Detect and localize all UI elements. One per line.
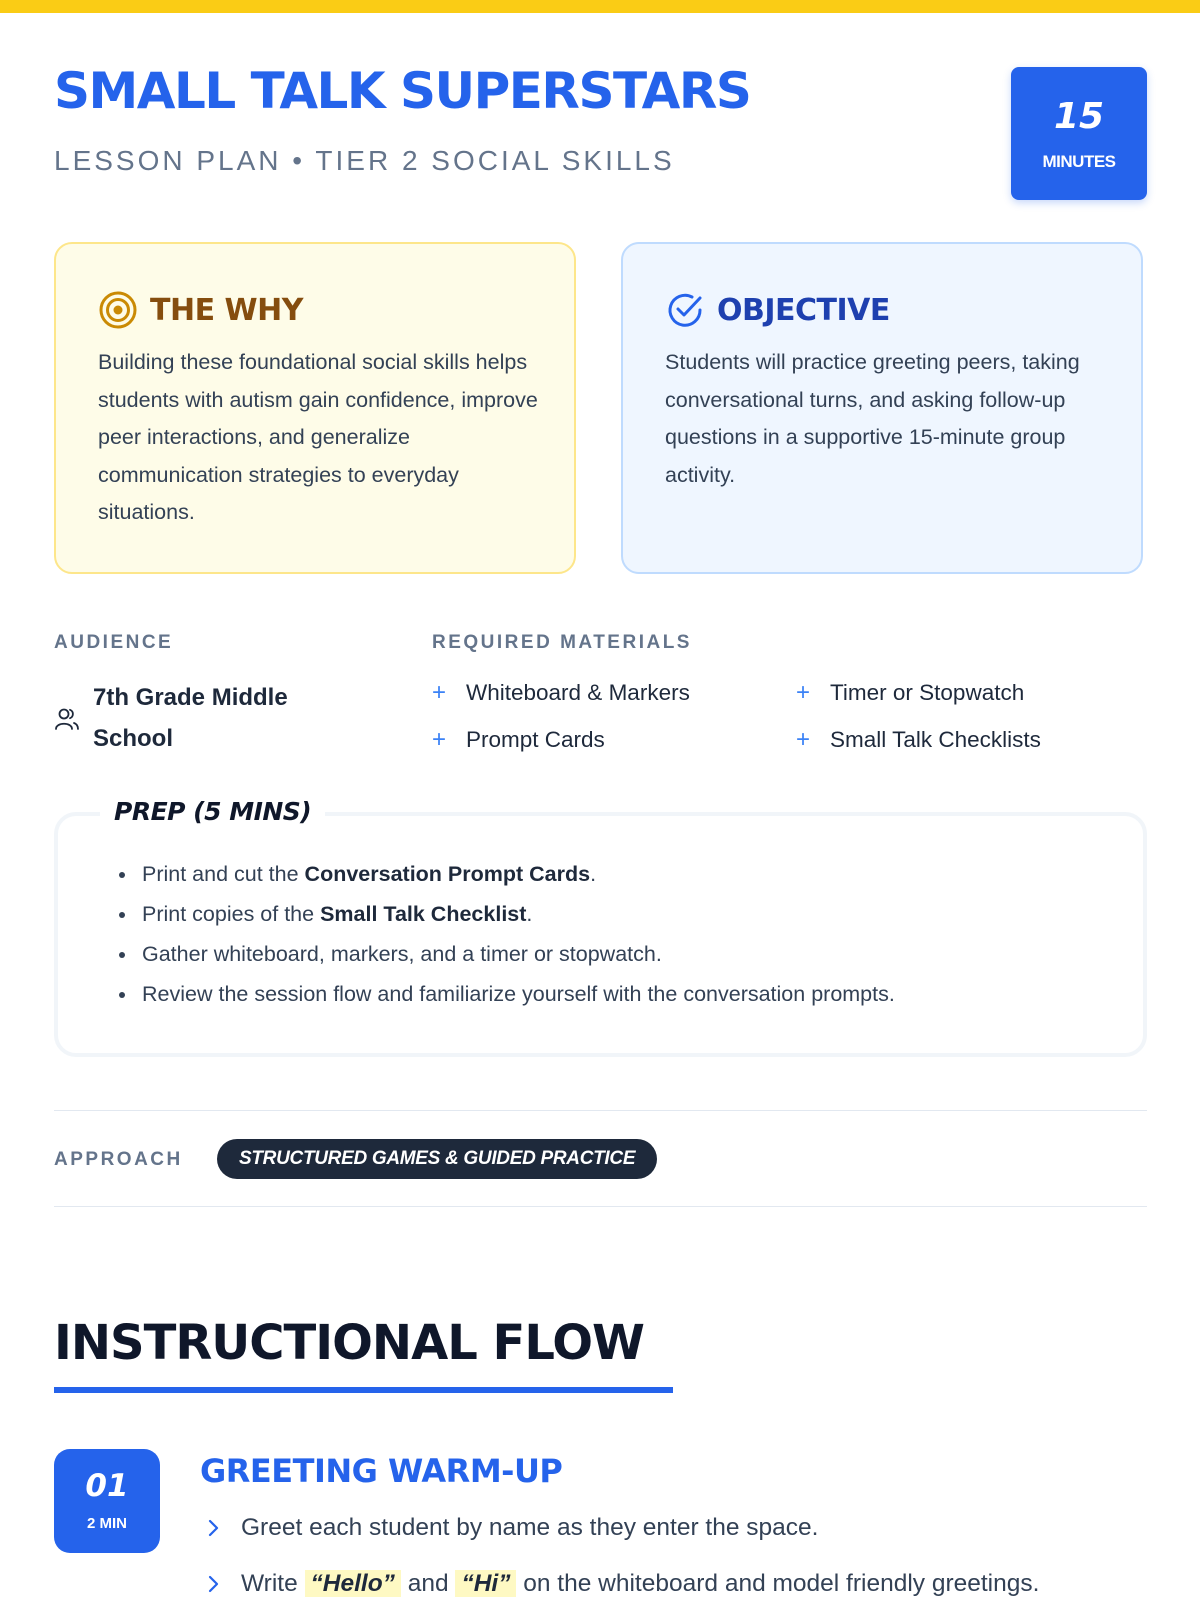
step-number-badge	[54, 1449, 160, 1553]
check-circle-icon	[665, 290, 705, 330]
plus-icon: +	[432, 679, 447, 706]
top-accent-bar	[0, 0, 1200, 13]
page-subtitle: LESSON PLAN • TIER 2 SOCIAL SKILLS	[54, 145, 675, 176]
chevron-right-icon	[205, 1572, 241, 1596]
users-icon	[54, 706, 80, 732]
material-item: + Timer or Stopwatch	[796, 679, 1025, 706]
objective-card-title: OBJECTIVE	[717, 292, 890, 328]
duration-badge	[1011, 67, 1147, 200]
target-icon	[98, 290, 138, 330]
approach-label: APPROACH	[54, 1149, 183, 1170]
objective-card-header	[665, 290, 890, 330]
plus-icon: +	[432, 726, 447, 753]
divider	[54, 1206, 1147, 1207]
material-item: + Prompt Cards	[432, 726, 605, 753]
page-title: SMALL TALK SUPERSTARS	[54, 62, 751, 120]
plus-icon: +	[796, 679, 811, 706]
prep-item: • Gather whiteboard, markers, and a timer or stopwatch.	[138, 934, 1118, 974]
why-card	[54, 242, 576, 574]
materials-label: REQUIRED MATERIALS	[432, 632, 692, 653]
plus-icon: +	[796, 726, 811, 753]
step-item: Greet each student by name as they enter the space.	[205, 1510, 818, 1546]
prep-box	[54, 812, 1147, 1057]
prep-title: PREP (5 MINS)	[100, 799, 325, 824]
section-title-underline	[54, 1387, 673, 1393]
step-number: 01	[85, 1468, 129, 1504]
why-card-title: THE WHY	[150, 292, 303, 328]
prep-item: • Review the session flow and familiarize yourself with the conversation prompts.	[138, 974, 1118, 1014]
objective-card	[621, 242, 1143, 574]
divider	[54, 1110, 1147, 1111]
material-item: + Small Talk Checklists	[796, 726, 1041, 753]
why-card-body: Building these foundational social skills helps students with autism gain confidence, improve peer interactions, and generalize communication strategies to everyday situations.	[98, 350, 538, 524]
why-card-header	[98, 290, 303, 330]
material-item: + Whiteboard & Markers	[432, 679, 690, 706]
chevron-right-icon	[205, 1516, 241, 1540]
audience-value: 7th Grade Middle School	[93, 684, 288, 752]
audience-label: AUDIENCE	[54, 632, 174, 653]
duration-value: 15	[1053, 96, 1105, 137]
objective-card-body: Students will practice greeting peers, taking conversational turns, and asking follow-up questions in a supportive 15-minute group activity.	[665, 350, 1080, 487]
highlight: “Hello”	[305, 1570, 401, 1597]
section-title: INSTRUCTIONAL FLOW	[54, 1315, 644, 1371]
step-duration: 2 MIN	[86, 1515, 127, 1532]
prep-list	[118, 854, 1118, 1014]
duration-unit: MINUTES	[1042, 152, 1116, 171]
prep-item: • Print copies of the Small Talk Checklist.	[138, 894, 1118, 934]
highlight: “Hi”	[455, 1570, 516, 1597]
step-title: GREETING WARM-UP	[200, 1452, 563, 1490]
prep-item: • Print and cut the Conversation Prompt Cards.	[138, 854, 1118, 894]
step-item: Write “Hello” and “Hi” on the whiteboard and model friendly greetings.	[205, 1566, 1039, 1602]
approach-pill: STRUCTURED GAMES & GUIDED PRACTICE	[217, 1139, 657, 1179]
